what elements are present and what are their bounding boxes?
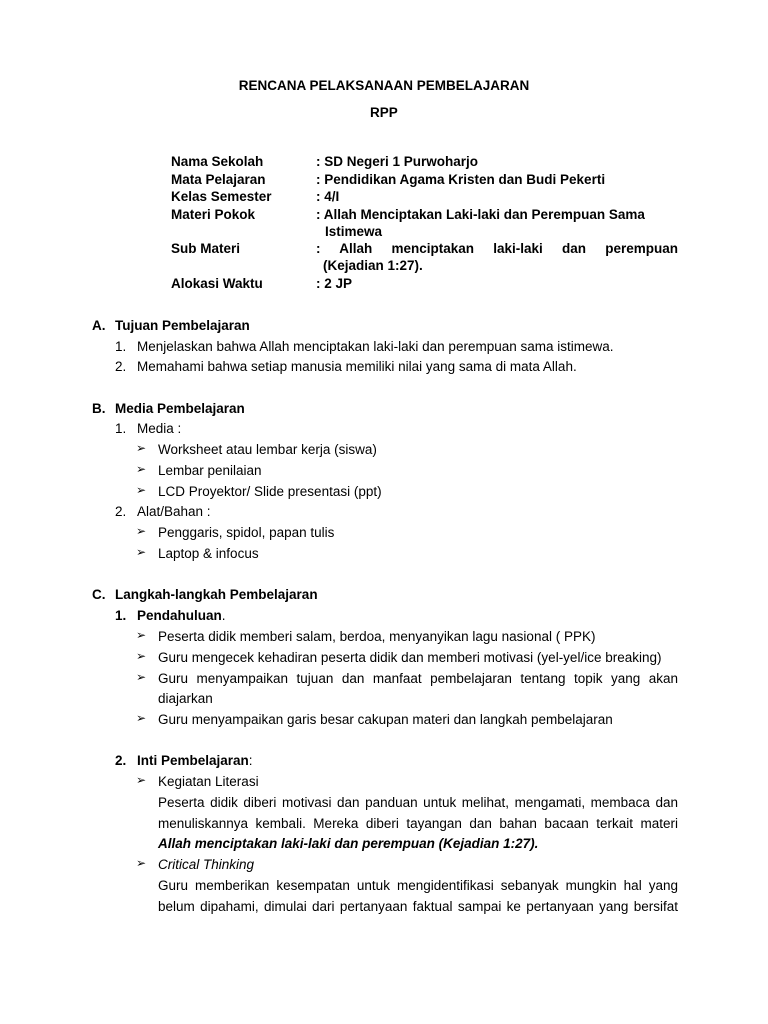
arrow-bullet-icon: ➢ xyxy=(136,462,147,476)
info-value-continued: Istimewa xyxy=(325,224,383,239)
info-value: : 4/I xyxy=(316,189,340,204)
arrow-bullet-icon: ➢ xyxy=(136,856,147,870)
info-label: Kelas Semester xyxy=(171,189,272,204)
inti-title: Inti Pembelajaran xyxy=(137,753,249,768)
section-letter: C. xyxy=(92,587,106,602)
bullet-text-continued: diajarkan xyxy=(158,691,213,706)
arrow-bullet-icon: ➢ xyxy=(136,628,147,642)
info-value: : SD Negeri 1 Purwoharjo xyxy=(316,154,479,169)
literasi-emphasis: Allah menciptakan laki-laki dan perempuan (Kejadian 1:27). xyxy=(158,836,539,851)
info-label: Nama Sekolah xyxy=(171,154,264,169)
literasi-line: Peserta didik diberi motivasi dan panduan untuk melihat, mengamati, membaca dan xyxy=(158,795,678,810)
item-text: Media : xyxy=(137,421,182,436)
pendahuluan-title: Pendahuluan xyxy=(137,608,222,623)
info-label: Sub Materi xyxy=(171,241,241,256)
bullet-text: Penggaris, spidol, papan tulis xyxy=(158,525,335,540)
bullet-text: Guru mengecek kehadiran peserta didik dan memberi motivasi (yel-yel/ice breaking) xyxy=(158,650,662,665)
arrow-bullet-icon: ➢ xyxy=(136,649,147,663)
bullet-text: Guru menyampaikan garis besar cakupan materi dan langkah pembelajaran xyxy=(158,712,613,727)
item-text: Inti Pembelajaran: xyxy=(137,753,253,768)
critical-line: Guru memberikan kesempatan untuk mengidentifikasi sebanyak mungkin hal yang xyxy=(158,878,678,893)
item-text: Alat/Bahan : xyxy=(137,504,211,519)
item-number: 1. xyxy=(115,421,127,436)
literasi-line: menuliskannya kembali. Mereka diberi tayangan dan bahan bacaan terkait materi xyxy=(158,816,678,831)
item-text: Pendahuluan. xyxy=(137,608,226,623)
info-label: Mata Pelajaran xyxy=(171,172,266,187)
bullet-text: Laptop & infocus xyxy=(158,546,259,561)
info-value-continued: (Kejadian 1:27). xyxy=(323,258,423,273)
item-text: Memahami bahwa setiap manusia memiliki nilai yang sama di mata Allah. xyxy=(137,359,577,374)
arrow-bullet-icon: ➢ xyxy=(136,441,147,455)
arrow-bullet-icon: ➢ xyxy=(136,524,147,538)
arrow-bullet-icon: ➢ xyxy=(136,545,147,559)
bullet-text: Kegiatan Literasi xyxy=(158,774,259,789)
arrow-bullet-icon: ➢ xyxy=(136,670,147,684)
bullet-text: Peserta didik memberi salam, berdoa, menyanyikan lagu nasional ( PPK) xyxy=(158,629,596,644)
item-number: 1. xyxy=(115,608,127,623)
bullet-text: Worksheet atau lembar kerja (siswa) xyxy=(158,442,377,457)
bullet-text: Guru menyampaikan tujuan dan manfaat pembelajaran tentang topik yang akan xyxy=(158,671,678,686)
info-value: : Allah menciptakan laki-laki dan perempuan xyxy=(316,241,678,256)
item-text: Menjelaskan bahwa Allah menciptakan laki-laki dan perempuan sama istimewa. xyxy=(137,339,614,354)
section-title: Tujuan Pembelajaran xyxy=(115,318,250,333)
arrow-bullet-icon: ➢ xyxy=(136,773,147,787)
item-number: 2. xyxy=(115,504,127,519)
section-letter: A. xyxy=(92,318,106,333)
section-title: Langkah-langkah Pembelajaran xyxy=(115,587,318,602)
info-value: : Pendidikan Agama Kristen dan Budi Pekerti xyxy=(316,172,606,187)
bullet-text: LCD Proyektor/ Slide presentasi (ppt) xyxy=(158,484,382,499)
bullet-text: Lembar penilaian xyxy=(158,463,262,478)
critical-line: belum dipahami, dimulai dari pertanyaan faktual sampai ke pertanyaan yang bersifat xyxy=(158,899,678,914)
document-title: RENCANA PELAKSANAAN PEMBELAJARAN xyxy=(238,78,530,93)
bullet-text: Critical Thinking xyxy=(158,857,255,872)
item-number: 1. xyxy=(115,339,127,354)
info-label: Alokasi Waktu xyxy=(171,276,263,291)
info-label: Materi Pokok xyxy=(171,207,256,222)
item-number: 2. xyxy=(115,753,127,768)
arrow-bullet-icon: ➢ xyxy=(136,711,147,725)
item-number: 2. xyxy=(115,359,127,374)
info-value: : 2 JP xyxy=(316,276,353,291)
section-letter: B. xyxy=(92,401,106,416)
arrow-bullet-icon: ➢ xyxy=(136,483,147,497)
document-subtitle: RPP xyxy=(370,105,398,120)
section-title: Media Pembelajaran xyxy=(115,401,245,416)
info-value: : Allah Menciptakan Laki-laki dan Perempuan Sama xyxy=(316,207,645,222)
